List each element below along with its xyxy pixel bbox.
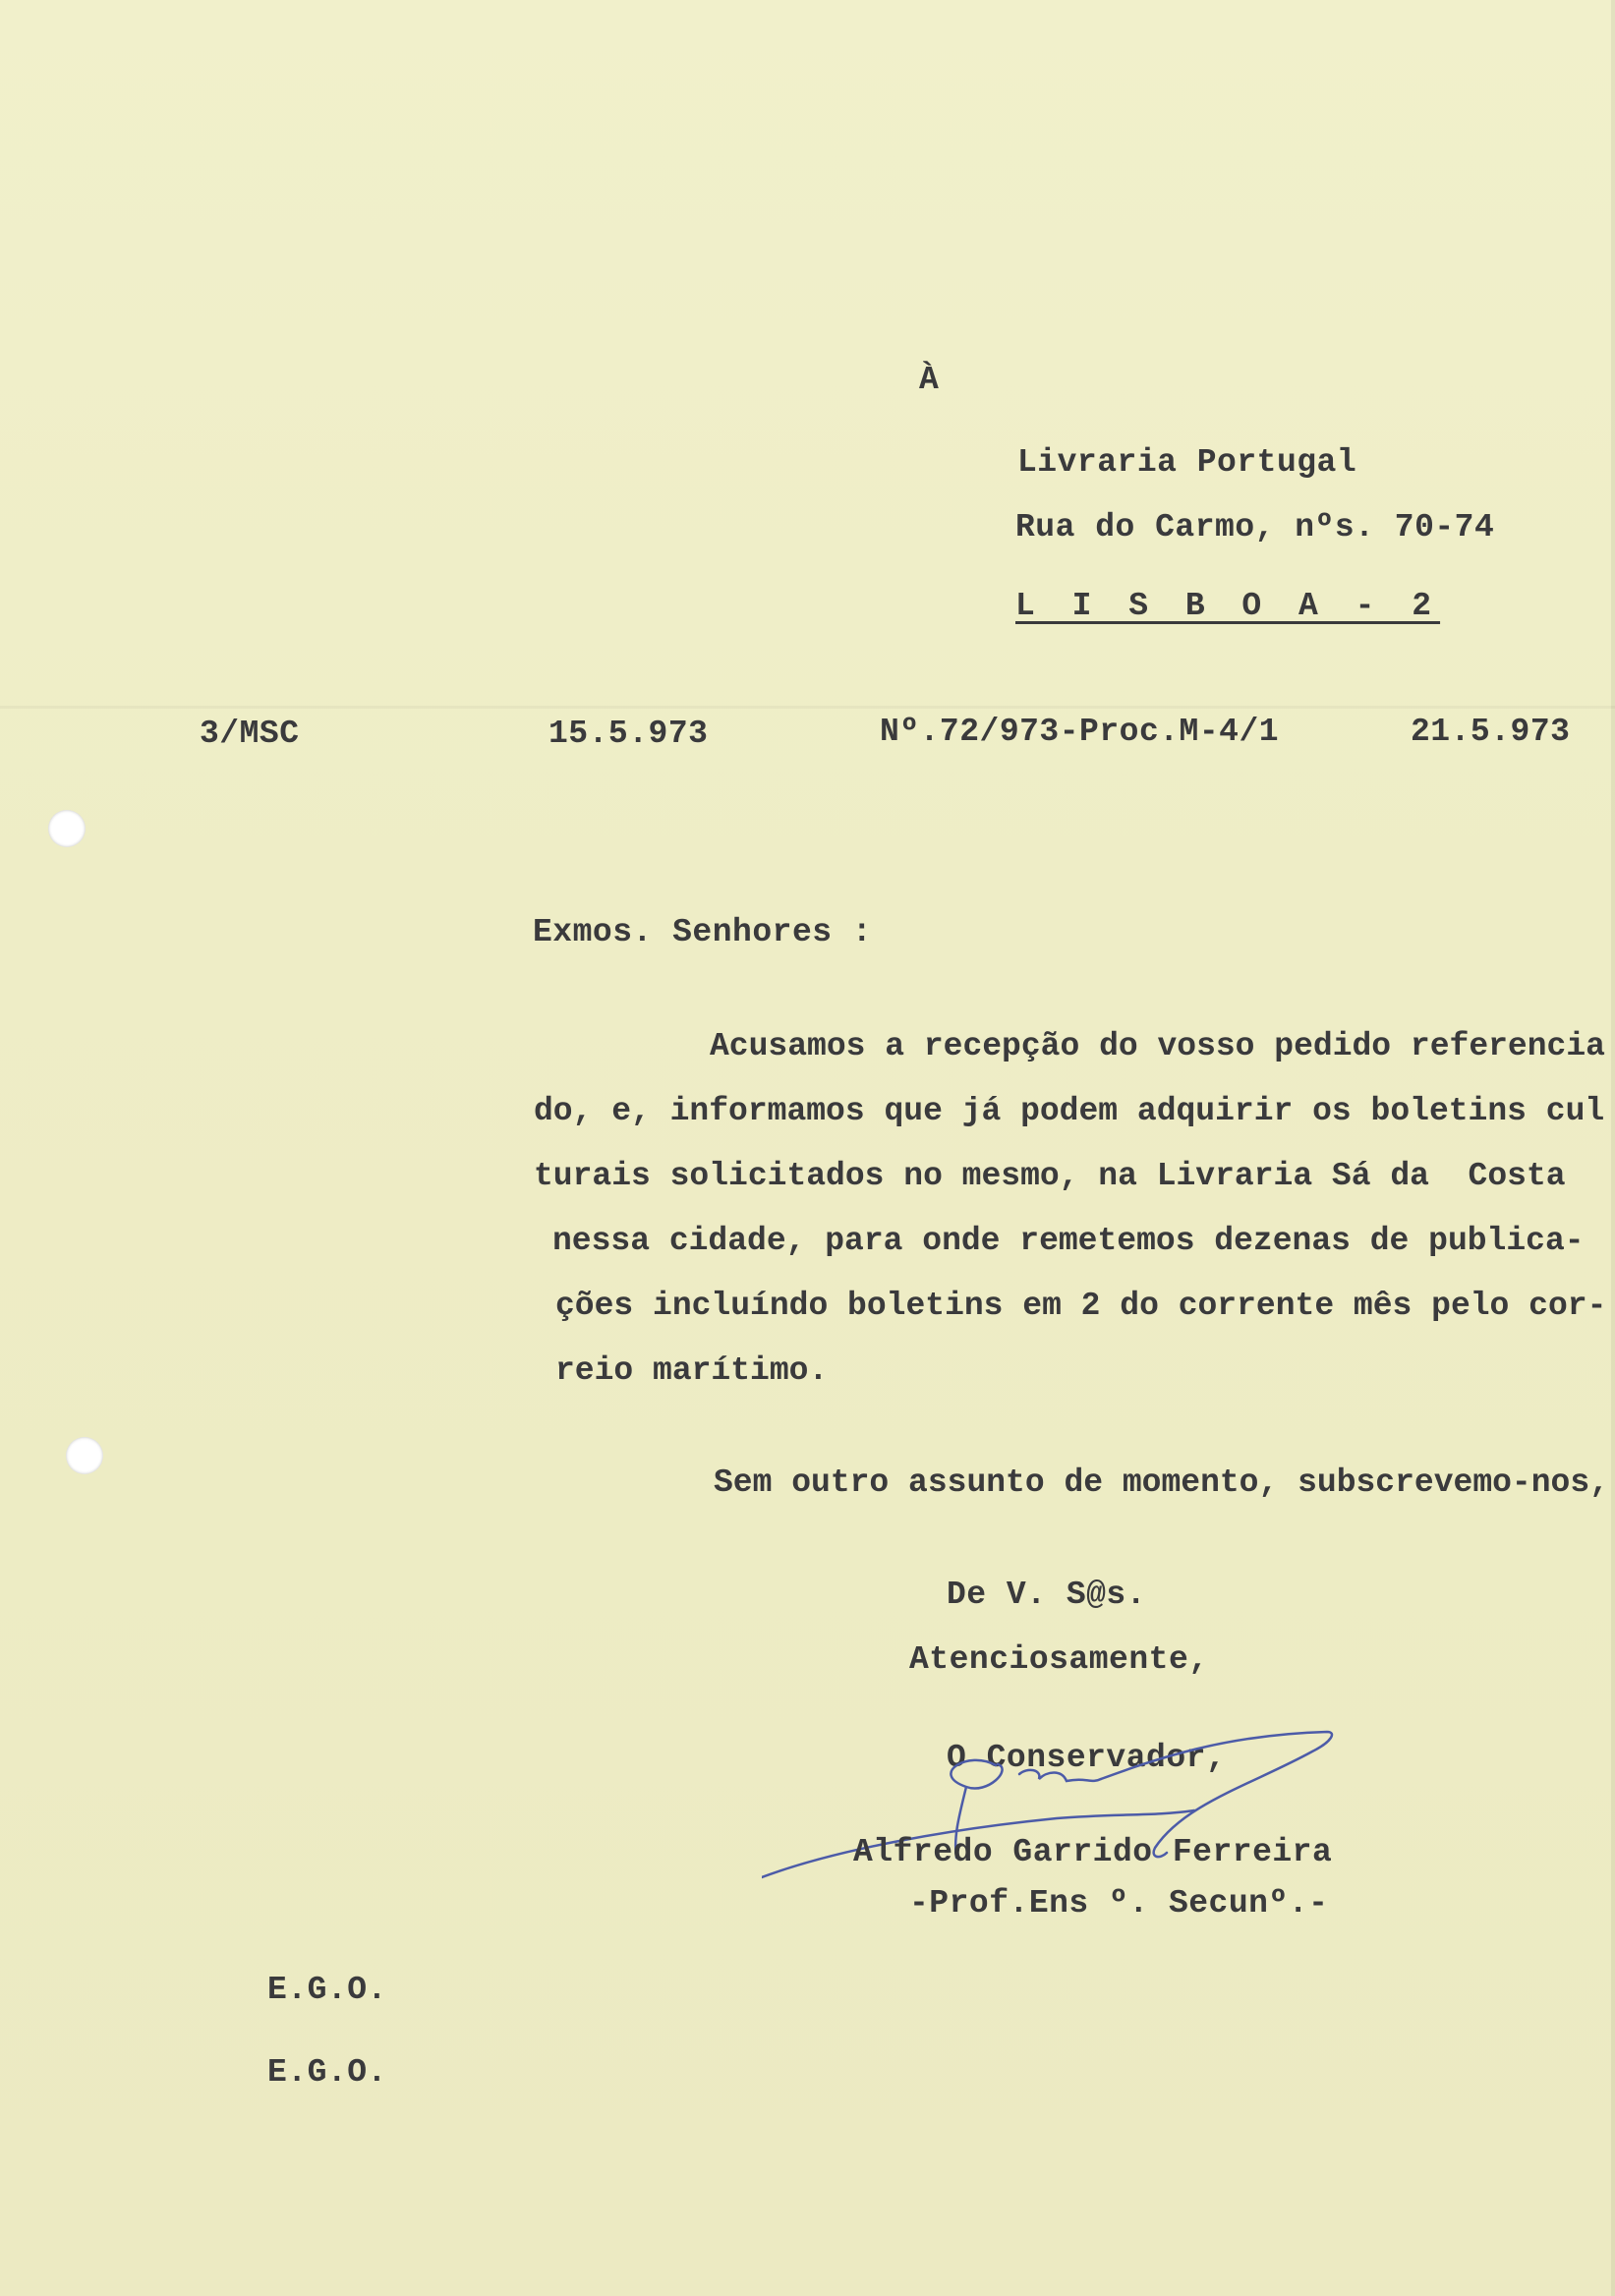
our-reference-number: Nº.72/973-Proc.M-4/1 bbox=[880, 714, 1280, 750]
recipient-city: L I S B O A - 2 bbox=[1015, 588, 1441, 624]
typist-initials: E.G.O. bbox=[267, 1972, 387, 2008]
letter-date: 21.5.973 bbox=[1411, 714, 1571, 750]
signer-title: O Conservador, bbox=[947, 1740, 1227, 1776]
signer-role: -Prof.Ens º. Secunº.- bbox=[909, 1885, 1329, 1922]
closing-formula: De V. S@s. bbox=[947, 1577, 1147, 1613]
body-line: Acusamos a recepção do vosso pedido referencia bbox=[710, 1028, 1605, 1064]
greeting: Exmos. Senhores : bbox=[533, 914, 873, 950]
recipient-name: Livraria Portugal bbox=[1017, 444, 1357, 481]
body-line: ções incluíndo boletins em 2 do corrente mês pelo cor- bbox=[555, 1288, 1607, 1324]
closing-regards: Atenciosamente, bbox=[909, 1641, 1209, 1678]
addressee-prefix: À bbox=[919, 362, 940, 398]
signer-name: Alfredo Garrido Ferreira bbox=[853, 1834, 1333, 1870]
page-fold bbox=[0, 706, 1615, 709]
punch-hole-top bbox=[48, 810, 86, 847]
sender-reference: 3/MSC bbox=[200, 716, 300, 752]
sender-date: 15.5.973 bbox=[548, 716, 709, 752]
page-edge bbox=[1611, 0, 1615, 2296]
body-line: turais solicitados no mesmo, na Livraria Sá da Costa bbox=[534, 1158, 1566, 1194]
typist-initials: E.G.O. bbox=[267, 2054, 387, 2091]
body-line: do, e, informamos que já podem adquirir os boletins cul bbox=[534, 1093, 1605, 1129]
recipient-street: Rua do Carmo, nºs. 70-74 bbox=[1015, 509, 1495, 545]
punch-hole-bottom bbox=[66, 1437, 103, 1474]
body-line: nessa cidade, para onde remetemos dezenas de publica- bbox=[552, 1223, 1585, 1259]
body-line: reio marítimo. bbox=[555, 1352, 829, 1389]
closing-sentence: Sem outro assunto de momento, subscrevemo-nos, bbox=[714, 1464, 1609, 1501]
